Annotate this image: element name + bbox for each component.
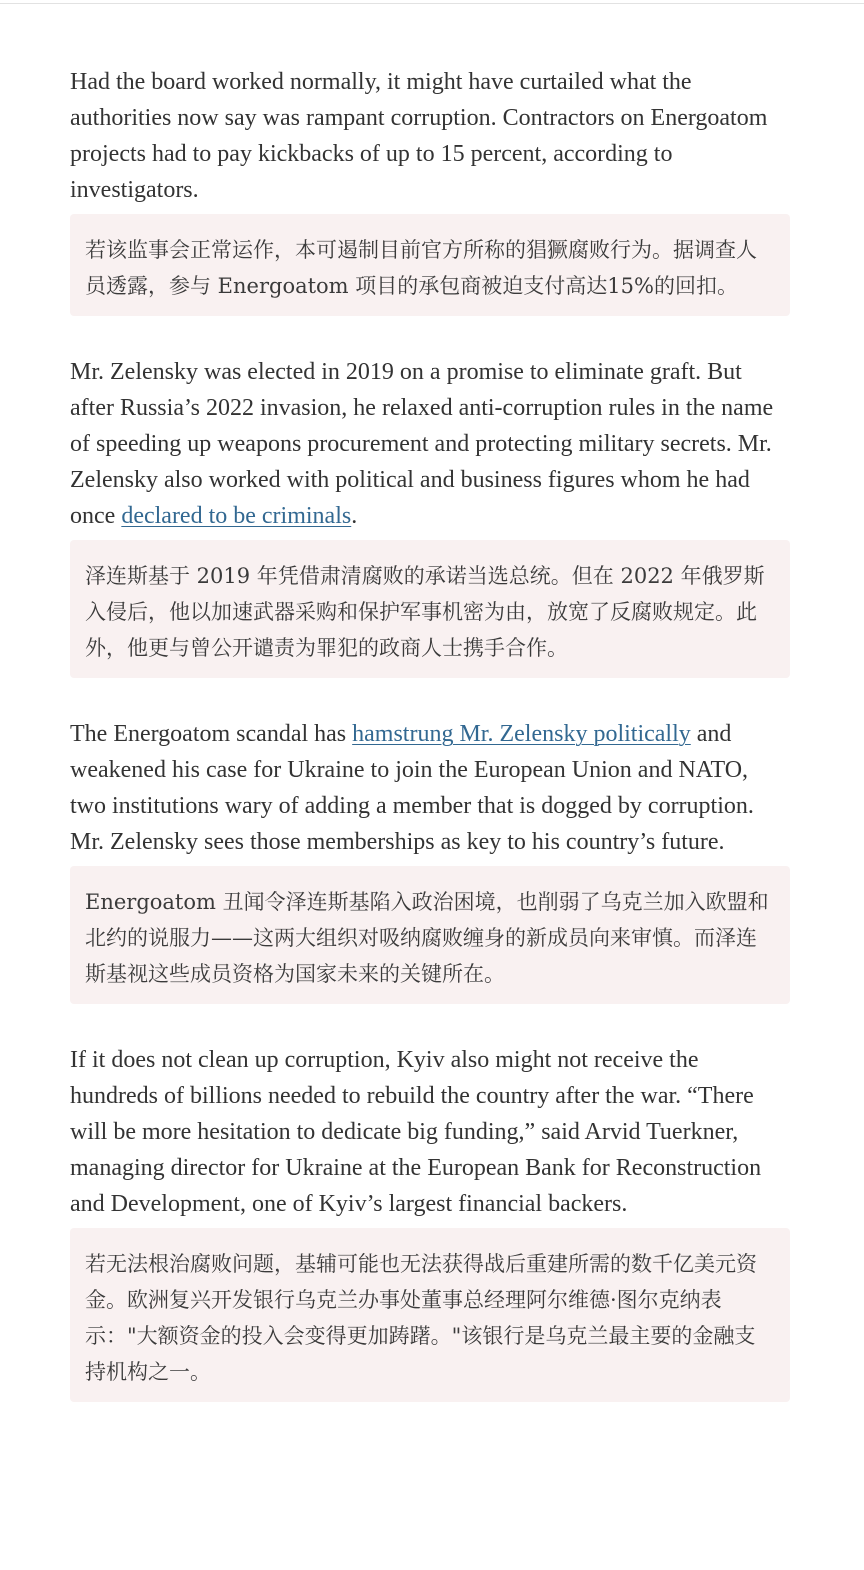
declared-criminals-link[interactable]: declared to be criminals [121,503,352,529]
article-body [70,64,790,1440]
english-text-end: and weakened his case for Ukraine to join the European Union and NATO, two institutions wary of adding a member that is dogged by corruption. Mr. Zelensky sees those memberships as key to his country’s future. [70,721,754,855]
english-paragraph [70,1042,790,1222]
paragraph-pair [70,64,790,316]
hamstrung-zelensky-link[interactable]: hamstrung Mr. Zelensky politically [352,721,691,747]
english-paragraph [70,354,790,534]
english-text: The Energoatom scandal has [70,721,353,747]
chinese-translation: 若该监事会正常运作，本可遏制目前官方所称的猖獗腐败行为。据调查人员透露，参与 Energoatom 项目的承包商被迫支付高达15%的回扣。 [70,214,790,316]
english-paragraph [70,64,790,208]
chinese-translation: 若无法根治腐败问题，基辅可能也无法获得战后重建所需的数千亿美元资金。欧洲复兴开发银行乌克兰办事处董事总经理阿尔维德·图尔克纳表示："大额资金的投入会变得更加踌躇。"该银行是乌克兰最主要的金融支持机构之一。 [70,1228,790,1402]
english-text: If it does not clean up corruption, Kyiv also might not receive the hundreds of billions needed to rebuild the country after the war. “There will be more hesitation to dedicate big funding,” said Arvid Tuerkner, managing director for Ukraine at the European Bank for Reconstruction and Development, one of Kyiv’s largest financial backers. [70,1047,762,1217]
paragraph-pair [70,716,790,1004]
english-text: Had the board worked normally, it might have curtailed what the authorities now say was rampant corruption. Contractors on Energoatom projects had to pay kickbacks of up to 15 percent, according to investigators. [70,69,768,203]
chinese-translation: Energoatom 丑闻令泽连斯基陷入政治困境，也削弱了乌克兰加入欧盟和北约的说服力——这两大组织对吸纳腐败缠身的新成员向来审慎。而泽连斯基视这些成员资格为国家未来的关键所在。 [70,866,790,1004]
chinese-translation: 泽连斯基于 2019 年凭借肃清腐败的承诺当选总统。但在 2022 年俄罗斯入侵后，他以加速武器采购和保护军事机密为由，放宽了反腐败规定。此外，他更与曾公开谴责为罪犯的政商人士携手合作。 [70,540,790,678]
paragraph-pair [70,354,790,678]
english-paragraph [70,716,790,860]
paragraph-pair [70,1042,790,1402]
english-text-end: . [351,503,358,529]
english-text: Mr. Zelensky was elected in 2019 on a promise to eliminate graft. But after Russia’s 2022 invasion, he relaxed anti-corruption rules in the name of speeding up weapons procurement and protecting military secrets. Mr. Zelensky also worked with political and business figures whom he had once [70,359,774,529]
top-divider [0,0,864,4]
